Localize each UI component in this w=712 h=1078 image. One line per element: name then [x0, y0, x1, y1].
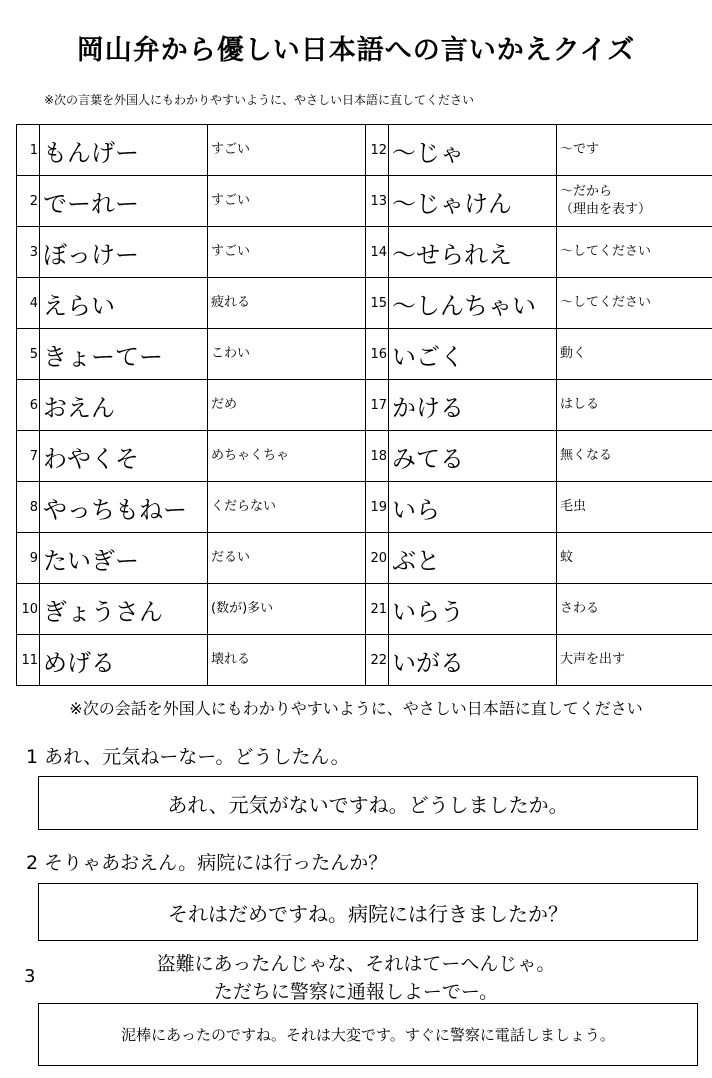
meaning: ～してください — [557, 278, 712, 329]
conversation-question-3 — [0, 950, 712, 1006]
meaning: だるい — [208, 533, 366, 584]
item-number: 5 — [17, 329, 40, 380]
dialect-word: めげる — [40, 635, 208, 686]
dialect-word: ぎょうさん — [40, 584, 208, 635]
item-number: 7 — [17, 431, 40, 482]
item-number: 15 — [366, 278, 389, 329]
conversation-question-2: 2 そりゃあおえん。病院には行ったんか？ — [26, 852, 388, 874]
dialect-word: ～じゃけん — [389, 176, 557, 227]
item-number: 3 — [17, 227, 40, 278]
meaning: すごい — [208, 227, 366, 278]
dialect-word: きょーてー — [40, 329, 208, 380]
item-number: 21 — [366, 584, 389, 635]
vocab-instruction: ※次の言葉を外国人にもわかりやすいように、やさしい日本語に直してください — [44, 93, 475, 107]
meaning: めちゃくちゃ — [208, 431, 366, 482]
dialect-word: ぼっけー — [40, 227, 208, 278]
item-number: 13 — [366, 176, 389, 227]
conversation-question-1: 1 あれ、元気ねーなー。どうしたん。 — [26, 746, 350, 768]
dialect-word: いらう — [389, 584, 557, 635]
item-number: 4 — [17, 278, 40, 329]
meaning: ～してください — [557, 227, 712, 278]
dialect-word: たいぎー — [40, 533, 208, 584]
dialect-word: もんげー — [40, 125, 208, 176]
meaning: すごい — [208, 176, 366, 227]
item-number: 18 — [366, 431, 389, 482]
item-number: 2 — [17, 176, 40, 227]
table-row — [17, 431, 712, 482]
dialect-word: でーれー — [40, 176, 208, 227]
answer-text-1: あれ、元気がないですね。どうしましたか。 — [167, 792, 569, 817]
meaning: 蚊 — [557, 533, 712, 584]
table-row — [17, 176, 712, 227]
dialect-word: みてる — [389, 431, 557, 482]
table-row — [17, 125, 712, 176]
question-3-line-1: 盗難にあったんじゃな、それはてーへんじゃ。 — [156, 953, 556, 975]
meaning: 無くなる — [557, 431, 712, 482]
meaning: すごい — [208, 125, 366, 176]
item-number: 22 — [366, 635, 389, 686]
answer-box-3 — [38, 1003, 698, 1066]
meaning: こわい — [208, 329, 366, 380]
item-number: 6 — [17, 380, 40, 431]
meaning: だめ — [208, 380, 366, 431]
meaning: くだらない — [208, 482, 366, 533]
dialect-word: わやくそ — [40, 431, 208, 482]
meaning: 毛虫 — [557, 482, 712, 533]
conversation-number-3: 3 — [24, 966, 36, 987]
item-number: 19 — [366, 482, 389, 533]
meaning: さわる — [557, 584, 712, 635]
dialect-word: いがる — [389, 635, 557, 686]
meaning: はしる — [557, 380, 712, 431]
table-row — [17, 635, 712, 686]
item-number: 17 — [366, 380, 389, 431]
item-number: 11 — [17, 635, 40, 686]
table-row — [17, 227, 712, 278]
meaning: 動く — [557, 329, 712, 380]
item-number: 1 — [17, 125, 40, 176]
question-3-line-2: ただちに警察に通報しよーでー。 — [213, 981, 499, 1003]
item-number: 8 — [17, 482, 40, 533]
answer-box-2 — [38, 883, 698, 941]
table-row — [17, 278, 712, 329]
dialect-word: いら — [389, 482, 557, 533]
meaning: 壊れる — [208, 635, 366, 686]
dialect-word: ～じゃ — [389, 125, 557, 176]
item-number: 16 — [366, 329, 389, 380]
meaning: ～だから （理由を表す） — [557, 176, 712, 227]
item-number: 12 — [366, 125, 389, 176]
dialect-word: やっちもねー — [40, 482, 208, 533]
meaning: 疲れる — [208, 278, 366, 329]
answer-text-2: それはだめですね。病院には行きましたか？ — [168, 901, 568, 926]
dialect-word: いごく — [389, 329, 557, 380]
conversation-instruction: ※次の会話を外国人にもわかりやすいように、やさしい日本語に直してください — [69, 699, 643, 718]
dialect-word: おえん — [40, 380, 208, 431]
meaning: 大声を出す — [557, 635, 712, 686]
dialect-word: ～しんちゃい — [389, 278, 557, 329]
answer-box-1 — [38, 776, 698, 830]
answer-text-3: 泥棒にあったのですね。それは大変です。すぐに警察に電話しましょう。 — [121, 1026, 615, 1044]
dialect-word: ぶと — [389, 533, 557, 584]
table-row — [17, 482, 712, 533]
item-number: 9 — [17, 533, 40, 584]
vocab-table — [16, 124, 712, 686]
meaning: (数が)多い — [208, 584, 366, 635]
page-title: 岡山弁から優しい日本語への言いかえクイズ — [76, 35, 636, 66]
table-row — [17, 584, 712, 635]
dialect-word: かける — [389, 380, 557, 431]
dialect-word: ～せられえ — [389, 227, 557, 278]
table-row — [17, 380, 712, 431]
table-row — [17, 533, 712, 584]
meaning: ～です — [557, 125, 712, 176]
item-number: 14 — [366, 227, 389, 278]
dialect-word: えらい — [40, 278, 208, 329]
item-number: 10 — [17, 584, 40, 635]
item-number: 20 — [366, 533, 389, 584]
table-row — [17, 329, 712, 380]
